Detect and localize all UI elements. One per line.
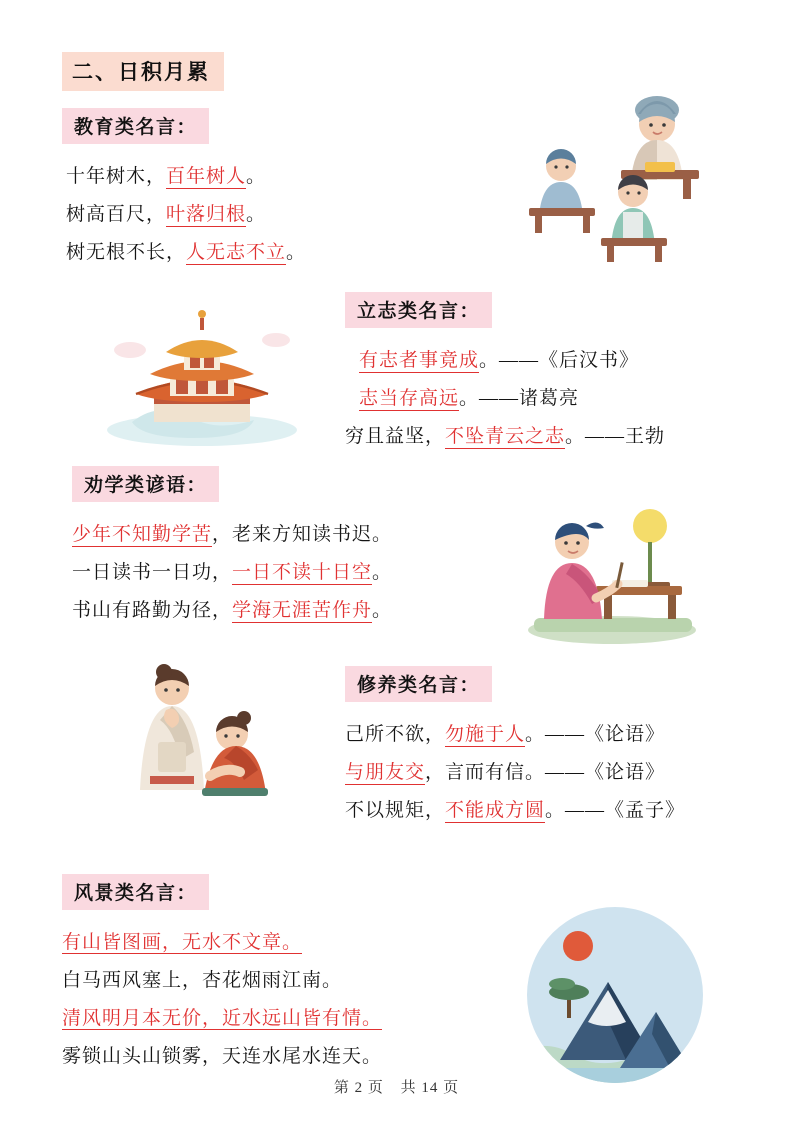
quote-line: 书山有路勤为径，学海无涯苦作舟。 — [72, 600, 393, 621]
quote-line: 十年树木，百年树人。 — [66, 166, 267, 187]
heading-ambition: 立志类名言： — [345, 292, 492, 328]
lines-ambition — [345, 342, 665, 456]
block-cultivation — [345, 666, 685, 830]
footer-total-pages: 共 14 页 — [400, 1080, 460, 1096]
quote-line: 白马西风塞上，杏花烟雨江南。 — [62, 970, 343, 991]
heading-study: 劝学类谚语： — [72, 466, 219, 502]
quote-line: 不以规矩，不能成方圆。——《孟子》 — [345, 800, 686, 821]
lines-education — [66, 158, 306, 272]
pagoda-illustration — [92, 290, 312, 450]
quote-line: 有山皆图画，无水不文章。 — [62, 932, 303, 953]
block-scenery — [62, 874, 382, 1076]
quote-line: 与朋友交，言而有信。——《论语》 — [345, 762, 666, 783]
quote-line: 树无根不长，人无志不立。 — [66, 242, 307, 263]
quote-line: 有志者事竟成。——《后汉书》 — [359, 350, 640, 371]
quote-line: 清风明月本无价，近水远山皆有情。 — [62, 1008, 383, 1029]
page-footer — [0, 1076, 793, 1097]
quote-line: 树高百尺，叶落归根。 — [66, 204, 267, 225]
heading-scenery: 风景类名言： — [62, 874, 209, 910]
quote-line: 穷且益坚，不坠青云之志。——王勃 — [345, 426, 666, 447]
quote-line: 雾锁山头山锁雾，天连水尾水连天。 — [62, 1046, 383, 1067]
block-study — [72, 466, 392, 630]
etiquette-illustration — [98, 650, 313, 825]
page-title: 二、日积月累 — [62, 52, 224, 91]
block-ambition — [345, 292, 665, 456]
landscape-illustration — [520, 900, 710, 1090]
block-education — [62, 108, 306, 272]
footer-current-page: 第 2 页 — [333, 1080, 384, 1096]
lines-scenery — [62, 924, 382, 1076]
quote-line: 一日读书一日功，一日不读十日空。 — [72, 562, 393, 583]
lines-study — [72, 516, 392, 630]
scholar-illustration — [500, 478, 730, 653]
lines-cultivation — [345, 716, 685, 830]
quote-line: 己所不欲，勿施于人。——《论语》 — [345, 724, 666, 745]
heading-cultivation: 修养类名言： — [345, 666, 492, 702]
quote-line: 志当存高远。——诸葛亮 — [359, 388, 580, 409]
heading-education: 教育类名言： — [62, 108, 209, 144]
quote-line: 少年不知勤学苦，老来方知读书迟。 — [72, 524, 393, 545]
teaching-illustration — [505, 70, 745, 270]
